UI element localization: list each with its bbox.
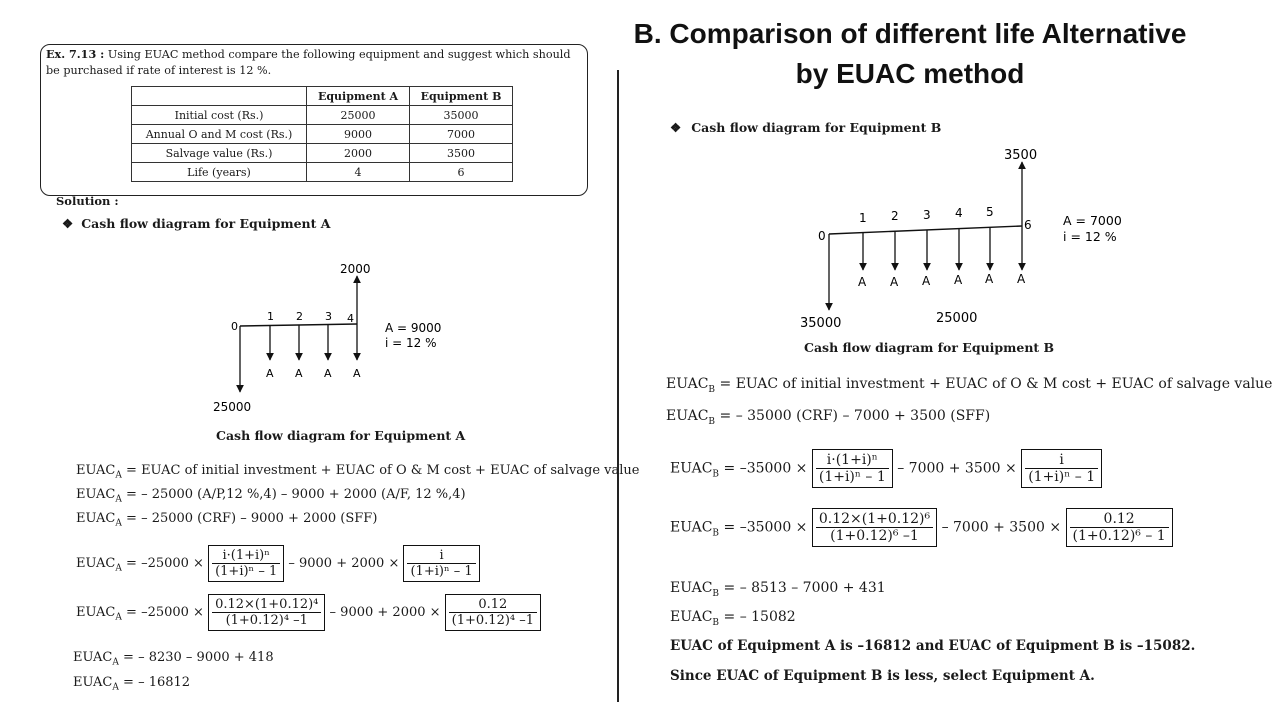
arrow-label: A [353, 367, 361, 380]
euac-a-equation-3: $EUAC_A$ = – 25000 (CRF) – 9000 + 2000 (SFF) [76, 511, 378, 529]
table-cell: 9000 [307, 125, 410, 144]
equation-term: –35000 × [739, 519, 808, 536]
table-cell: 7000 [410, 125, 513, 144]
euac-symbol: EUAC [76, 556, 116, 571]
fraction [816, 511, 933, 544]
left-diagram-heading [62, 216, 330, 231]
top-value-label: 3500 [1004, 148, 1038, 163]
euac-subscript: B [712, 469, 720, 480]
bullet-icon: ❖ [670, 120, 682, 135]
fraction-denominator: (1+0.12)⁴ –1 [225, 613, 308, 628]
equation-term: – 7000 + 3500 × [897, 460, 1017, 477]
euac-b-equation-2: $EUAC_B$ = – 35000 (CRF) – 7000 + 3500 (SFF) [666, 408, 991, 427]
euac-a-equation-1: $EUAC_A$ = EUAC of initial investment + EUAC of O & M cost + EUAC of salvage value [76, 463, 640, 481]
table-cell: 4 [307, 163, 410, 182]
period-label: 4 [347, 312, 354, 325]
table-header-cell [132, 87, 307, 106]
euac-subscript: A [115, 470, 122, 481]
euac-subscript: B [712, 617, 720, 628]
period-label: 2 [891, 209, 899, 223]
bracket-group [403, 545, 479, 582]
example-text: Using EUAC method compare the following equipment and suggest which should be purchased if rate of interest is 12 %. [46, 48, 571, 77]
equation-term: –25000 × [141, 556, 204, 571]
fraction-numerator: 0.12×(1+0.12)⁶ [816, 511, 933, 528]
euac-symbol: EUAC [76, 511, 116, 526]
arrow-label: A [954, 273, 963, 287]
table-row [132, 144, 513, 163]
euac-symbol: EUAC [670, 580, 713, 596]
cash-flow-diagram-a [200, 256, 460, 416]
euac-symbol: EUAC [666, 376, 709, 392]
rate-label: i = 12 % [1063, 229, 1117, 244]
right-diagram-caption: Cash flow diagram for Equipment B [804, 340, 1055, 355]
period-label: 2 [296, 310, 303, 323]
column-divider [617, 70, 619, 702]
arrow-label: A [295, 367, 303, 380]
arrow-label: A [1017, 272, 1026, 286]
fraction [212, 548, 280, 579]
fraction-numerator: i·(1+i)ⁿ [816, 452, 889, 469]
equation-term: – 9000 + 2000 × [329, 605, 441, 620]
arrow-label: A [890, 275, 899, 289]
arrow-label: A [324, 367, 332, 380]
arrow-label: A [922, 274, 931, 288]
euac-b-equation-3: $EUAC_B = -35000$ × $\frac{\text{i·(1+i)ⁿ}}{\text{(1+i)ⁿ – 1}}$ – 7000 + 3500 × $\frac{i}{\text{(1+i)ⁿ – 1}}$ [670, 449, 1102, 488]
equipment-data-table [131, 86, 513, 182]
fraction [407, 548, 475, 579]
period-label: 5 [986, 205, 994, 219]
euac-subscript: A [112, 682, 119, 693]
euac-subscript: B [708, 416, 716, 427]
table-cell: Annual O and M cost (Rs.) [132, 125, 307, 144]
right-diagram-heading [670, 120, 941, 135]
table-cell: Life (years) [132, 163, 307, 182]
slide-title-line1: B. Comparison of different life Alternative [633, 18, 1187, 49]
fraction-numerator: 0.12 [1070, 511, 1169, 528]
fraction-numerator: i·(1+i)ⁿ [212, 548, 280, 564]
equation-term: – 7000 + 3500 × [941, 519, 1062, 536]
annual-label: A = 7000 [1063, 213, 1122, 228]
period-label: 6 [1024, 218, 1032, 232]
equation-term: –35000 × [739, 460, 808, 477]
fraction-denominator: (1+0.12)⁴ –1 [451, 613, 535, 628]
euac-symbol: EUAC [670, 609, 713, 625]
fraction-numerator: i [1025, 452, 1098, 469]
bracket-group [208, 594, 325, 631]
euac-b-eq1-text: EUAC of initial investment + EUAC of O & M cost + EUAC of salvage value [735, 376, 1273, 392]
euac-b-eq6-text: – 15082 [739, 609, 796, 625]
fraction [1070, 511, 1169, 544]
bracket-group [445, 594, 541, 631]
euac-a-eq7-text: – 16812 [138, 675, 191, 690]
euac-b-eq5-text: – 8513 – 7000 + 431 [739, 580, 886, 596]
fraction-denominator: (1+i)ⁿ – 1 [215, 564, 278, 579]
euac-symbol: EUAC [73, 650, 113, 665]
euac-symbol: EUAC [666, 408, 709, 424]
left-diagram-heading-text: Cash flow diagram for Equipment A [81, 216, 331, 231]
euac-a-equation-5: $EUAC_A = -25000$ × $\frac{\text{0.12×(1+0.12)⁴}}{\text{(1+0.12)⁴ –1}}$ – 9000 + 2000 × $\frac{0.12}{\text{(1+0.12)⁴ –1}}$ [76, 594, 541, 631]
left-diagram-caption: Cash flow diagram for Equipment A [216, 428, 466, 443]
table-cell: 3500 [410, 144, 513, 163]
arrow-label: A [266, 367, 274, 380]
table-row [132, 163, 513, 182]
euac-b-equation-5: $EUAC_B$ = – 8513 – 7000 + 431 [670, 580, 886, 599]
conclusion-line-2: Since EUAC of Equipment B is less, select Equipment A. [670, 668, 1095, 684]
euac-a-equation-4: $EUAC_A = -25000$ × $\frac{\text{i·(1+i)ⁿ}}{\text{(1+i)ⁿ – 1}}$ – 9000 + 2000 × $\frac{i}{\text{(1+i)ⁿ – 1}}$ [76, 545, 480, 582]
equation-term: – 9000 + 2000 × [288, 556, 400, 571]
euac-a-equation-7: $EUAC_A$ = – 16812 [73, 675, 191, 693]
euac-subscript: A [115, 563, 122, 574]
bullet-icon: ❖ [62, 216, 74, 231]
period-label: 1 [859, 211, 867, 225]
euac-b-equation-4: $EUAC_B = -35000$ × $\frac{\text{0.12×(1+0.12)⁶}}{\text{(1+0.12)⁶ –1}}$ – 7000 + 3500 × $\frac{0.12}{\text{(1+0.12)⁶ – 1}}$ [670, 508, 1173, 547]
euac-symbol: EUAC [670, 460, 713, 477]
fraction [212, 597, 321, 628]
conclusion-line-1: EUAC of Equipment A is –16812 and EUAC of Equipment B is –15082. [670, 638, 1196, 654]
euac-b-equation-1: $EUAC_B$ = EUAC of initial investment + EUAC of O & M cost + EUAC of salvage value [666, 376, 1273, 395]
table-row [132, 125, 513, 144]
table-header-cell: Equipment B [410, 87, 513, 106]
equation-term: –25000 × [141, 605, 204, 620]
fraction-denominator: (1+i)ⁿ – 1 [410, 564, 473, 579]
euac-symbol: EUAC [76, 487, 116, 502]
euac-a-eq6-text: – 8230 – 9000 + 418 [138, 650, 274, 665]
period-label: 3 [923, 208, 931, 222]
table-cell: 25000 [307, 106, 410, 125]
cash-flow-diagram-b [790, 142, 1150, 334]
bracket-group [1021, 449, 1102, 488]
euac-b-eq2-text: – 35000 (CRF) – 7000 + 3500 (SFF) [735, 408, 991, 424]
zero-label: 0 [231, 320, 238, 333]
table-cell: 2000 [307, 144, 410, 163]
euac-symbol: EUAC [670, 519, 713, 536]
fraction [1025, 452, 1098, 485]
euac-a-eq1-text: EUAC of initial investment + EUAC of O & M cost + EUAC of salvage value [141, 463, 640, 478]
period-label: 1 [267, 310, 274, 323]
slide-title [600, 14, 1220, 94]
table-cell: 6 [410, 163, 513, 182]
euac-symbol: EUAC [73, 675, 113, 690]
euac-subscript: B [712, 588, 720, 599]
bracket-group [812, 449, 893, 488]
example-statement [46, 46, 586, 79]
solution-label: Solution : [56, 194, 119, 208]
right-diagram-heading-text: Cash flow diagram for Equipment B [691, 120, 942, 135]
fraction-numerator: 0.12×(1+0.12)⁴ [212, 597, 321, 613]
table-cell: 35000 [410, 106, 513, 125]
bottom-value-label: 25000 [213, 400, 252, 414]
fraction [816, 452, 889, 485]
slide-title-line2: by EUAC method [795, 58, 1025, 89]
bracket-group [812, 508, 937, 547]
period-label: 4 [955, 206, 963, 220]
euac-a-eq3-text: – 25000 (CRF) – 9000 + 2000 (SFF) [141, 511, 378, 526]
fraction-denominator: (1+0.12)⁶ – 1 [1072, 528, 1166, 544]
fraction-denominator: (1+0.12)⁶ –1 [830, 528, 919, 544]
bottom-mid-value-label: 25000 [936, 311, 978, 326]
fraction-denominator: (1+i)ⁿ – 1 [1028, 469, 1096, 485]
table-header-row [132, 87, 513, 106]
table-cell: Initial cost (Rs.) [132, 106, 307, 125]
euac-subscript: B [712, 528, 720, 539]
zero-label: 0 [818, 229, 826, 243]
euac-symbol: EUAC [76, 463, 116, 478]
euac-subscript: A [115, 518, 122, 529]
period-label: 3 [325, 310, 332, 323]
arrow-label: A [858, 275, 867, 289]
table-row [132, 106, 513, 125]
bracket-group [1066, 508, 1173, 547]
euac-subscript: A [112, 657, 119, 668]
annual-label: A = 9000 [385, 321, 442, 335]
euac-subscript: B [708, 384, 716, 395]
euac-a-equation-2: $EUAC_A$ = – 25000 (A/P,12 %,4) – 9000 + 2000 (A/F, 12 %,4) [76, 487, 466, 505]
bottom-left-value-label: 35000 [800, 316, 842, 331]
euac-subscript: A [115, 612, 122, 623]
fraction-numerator: 0.12 [449, 597, 537, 613]
euac-symbol: EUAC [76, 605, 116, 620]
euac-a-eq2-text: – 25000 (A/P,12 %,4) – 9000 + 2000 (A/F, 12 %,4) [141, 487, 466, 502]
euac-b-equation-6: $EUAC_B$ = – 15082 [670, 609, 796, 628]
top-value-label: 2000 [340, 262, 371, 276]
example-label: Ex. 7.13 : [46, 47, 105, 61]
euac-a-equation-6: $EUAC_A$ = – 8230 – 9000 + 418 [73, 650, 274, 668]
table-cell: Salvage value (Rs.) [132, 144, 307, 163]
bracket-group [208, 545, 284, 582]
table-header-cell: Equipment A [307, 87, 410, 106]
fraction-denominator: (1+i)ⁿ – 1 [818, 469, 886, 485]
rate-label: i = 12 % [385, 336, 437, 350]
euac-subscript: A [115, 494, 122, 505]
fraction-numerator: i [407, 548, 475, 564]
fraction [449, 597, 537, 628]
arrow-label: A [985, 272, 994, 286]
